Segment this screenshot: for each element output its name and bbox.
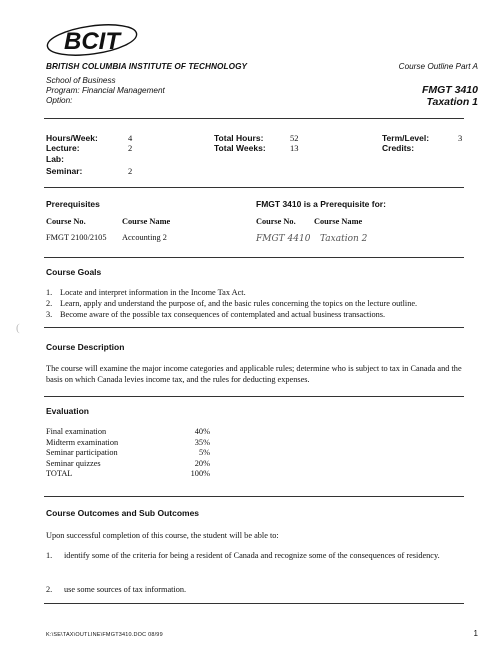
seminar-value: 2 (128, 166, 133, 176)
prerequisites-heading: Prerequisites (46, 199, 100, 209)
course-goals-heading: Course Goals (46, 267, 102, 277)
course-goals-list (46, 287, 466, 320)
total-hours-label: Total Hours: (214, 133, 264, 143)
divider (44, 187, 464, 188)
table-row: Midterm examination 35% (46, 437, 210, 447)
prereq-course-no: FMGT 2100/2105 (46, 233, 107, 242)
divider (44, 396, 464, 397)
school-name: School of Business (46, 76, 116, 85)
course-title: Taxation 1 (426, 96, 478, 108)
term-level-label: Term/Level: (382, 133, 430, 143)
prereq-for-col-name: Course Name (314, 217, 363, 226)
evaluation-heading: Evaluation (46, 406, 89, 416)
lecture-label: Lecture: (46, 143, 80, 153)
course-description-text: The course will examine the major income categories and applicable rules; determine who is subject to tax in Canada and the basis on which Canada levies income tax, and the rules for deducting expenses. (46, 364, 462, 384)
lab-label: Lab: (46, 154, 64, 164)
total-weeks-value: 13 (290, 143, 299, 153)
hours-week-label: Hours/Week: (46, 133, 98, 143)
lecture-value: 2 (128, 143, 133, 153)
outline-part: Course Outline Part A (398, 62, 478, 71)
list-item: 2. use some sources of tax information. (46, 585, 187, 594)
table-row: Final examination 40% (46, 427, 210, 436)
table-row: TOTAL 100% (46, 469, 210, 478)
list-item: 3. Become aware of the possible tax consequences of contemplated and actual business transactions. (46, 310, 386, 319)
course-code: FMGT 3410 (421, 84, 478, 96)
logo-text: BCIT (64, 28, 120, 55)
prerequisite-for-heading: FMGT 3410 is a Prerequisite for: (256, 199, 386, 209)
option-label: Option: (46, 96, 73, 105)
divider (44, 118, 464, 119)
outcomes-intro: Upon successful completion of this course, the student will be able to: (46, 531, 279, 540)
page-number: 1 (473, 629, 478, 638)
table-row: Seminar quizzes 20% (46, 458, 210, 468)
divider (44, 327, 464, 328)
total-hours-value: 52 (290, 133, 299, 143)
prereq-for-course-name: Taxation 2 (320, 234, 368, 244)
divider (44, 496, 464, 497)
course-outcomes-heading: Course Outcomes and Sub Outcomes (46, 508, 200, 518)
seminar-label: Seminar: (46, 166, 83, 176)
total-weeks-label: Total Weeks: (214, 143, 266, 153)
prereq-col-name: Course Name (122, 217, 171, 226)
institution-name: BRITISH COLUMBIA INSTITUTE OF TECHNOLOGY (46, 62, 248, 71)
prereq-col-no: Course No. (46, 217, 86, 226)
list-item: 2. Learn, apply and understand the purpose of, and the basic rules concerning the topics on the lecture outline. (46, 299, 418, 308)
prereq-for-course-no: FMGT 4410 (256, 234, 311, 244)
program-name: Program: Financial Management (46, 86, 165, 95)
hours-week-value: 4 (128, 133, 133, 143)
term-level-value: 3 (458, 133, 463, 143)
list-item: 1. identify some of the criteria for being a resident of Canada and recognize some of the consequences of residency. (46, 551, 440, 560)
margin-mark: ( (16, 322, 20, 334)
course-description-heading: Course Description (46, 342, 125, 352)
divider (44, 257, 464, 258)
list-item: 1. Locate and interpret information in the Income Tax Act. (46, 288, 246, 297)
credits-label: Credits: (382, 143, 415, 153)
prereq-for-col-no: Course No. (256, 217, 296, 226)
evaluation-table (46, 427, 210, 480)
school-block (46, 76, 165, 106)
footer-path: K:\SE\TAX\OUTLINE\FMGT3410.DOC 08/99 (46, 632, 163, 638)
bcit-logo (44, 18, 140, 64)
prereq-course-name: Accounting 2 (122, 233, 167, 242)
table-row: Seminar participation 5% (46, 448, 210, 457)
divider (44, 603, 464, 604)
